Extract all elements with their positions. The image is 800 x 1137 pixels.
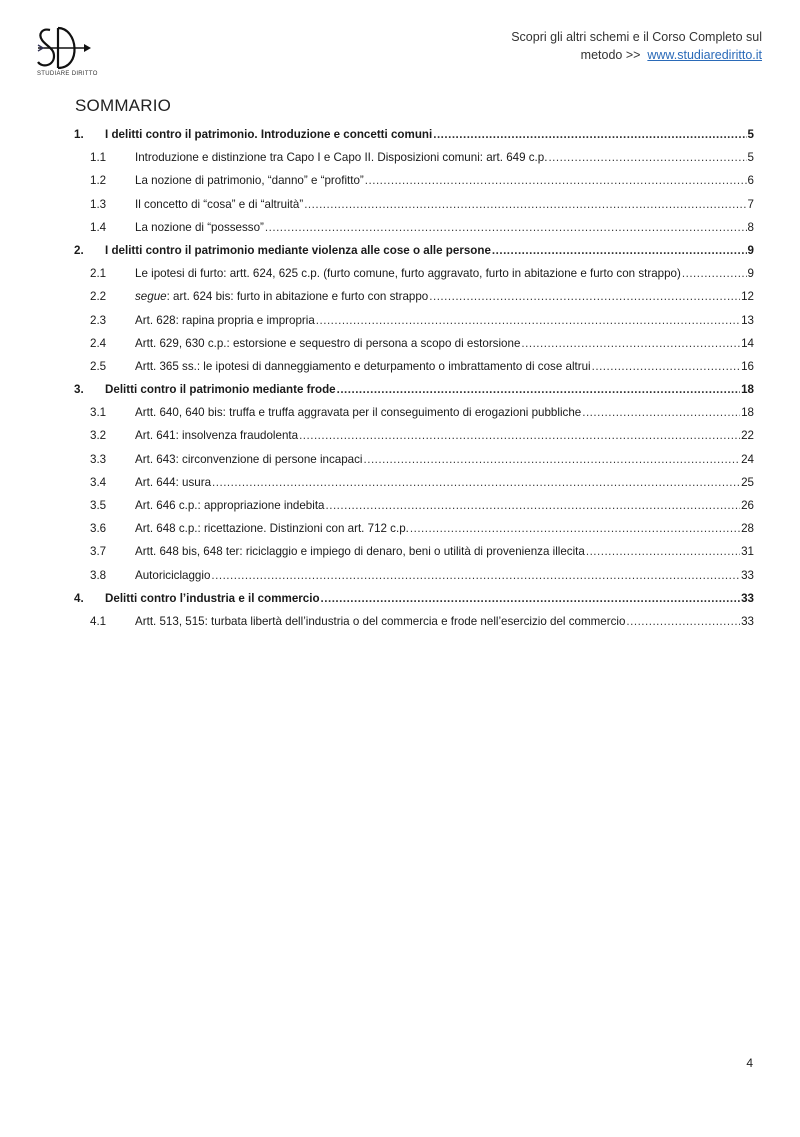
toc-entry-number: 4. (74, 591, 84, 605)
toc-entry-page: 16 (741, 359, 754, 373)
toc-entry-page: 9 (747, 243, 754, 257)
toc-entry-title: Art. 648 c.p.: ricettazione. Distinzioni con art. 712 c.p. (135, 522, 409, 536)
toc-entry-number: 3.3 (90, 452, 107, 466)
toc-entry-title: Delitti contro il patrimonio mediante frode (105, 383, 336, 397)
toc-section-entry[interactable] (74, 290, 754, 313)
toc-entry-number: 2.5 (90, 359, 107, 373)
toc-section-entry[interactable] (74, 499, 754, 522)
toc-section-entry[interactable] (74, 545, 754, 568)
toc-entry-title: Art. 628: rapina propria e impropria (135, 313, 315, 327)
toc-entry-number: 2.4 (90, 336, 107, 350)
promo-line-2 (511, 46, 762, 64)
toc-entry-title-italic: segue (135, 290, 167, 304)
promo-line-1: Scopri gli altri schemi e il Corso Completo sul (511, 30, 762, 44)
toc-entry-page: 18 (741, 383, 754, 397)
toc-entry-title: Autoriciclaggio (135, 568, 211, 582)
toc-section-entry[interactable] (74, 337, 754, 360)
dot-leader (321, 592, 741, 605)
dot-leader (337, 383, 740, 396)
toc-entry-number: 4.1 (90, 614, 107, 628)
toc-entry-page: 9 (747, 267, 754, 281)
toc-entry-number: 3.7 (90, 545, 107, 559)
dot-leader (304, 198, 746, 211)
toc-entry-title: Delitti contro l’industria e il commercio (105, 591, 320, 605)
toc-entry-number: 2. (74, 243, 84, 257)
toc-chapter-entry[interactable] (74, 244, 754, 267)
toc-chapter-entry[interactable] (74, 383, 754, 406)
toc-entry-number: 1.4 (90, 220, 107, 234)
toc-section-entry[interactable] (74, 174, 754, 197)
toc-entry-page: 28 (741, 522, 754, 536)
toc-entry-title: Art. 643: circonvenzione di persone incapaci (135, 452, 363, 466)
toc-entry-title: Artt. 640, 640 bis: truffa e truffa aggravata per il conseguimento di erogazioni pubbliche (135, 406, 582, 420)
toc-entry-title (135, 290, 428, 303)
sd-arrow-logo-icon (34, 24, 94, 74)
toc-section-entry[interactable] (74, 314, 754, 337)
toc-entry-number: 1.2 (90, 174, 107, 188)
toc-entry-title: Artt. 648 bis, 648 ter: riciclaggio e impiego di denaro, beni o utilità di provenienza illecita (135, 545, 585, 559)
dot-leader (592, 360, 740, 373)
dot-leader (626, 615, 740, 628)
toc-entry-page: 8 (747, 220, 754, 234)
toc-entry-title: Art. 646 c.p.: appropriazione indebita (135, 499, 325, 512)
toc-entry-number: 3.8 (90, 568, 107, 582)
toc-section-entry[interactable] (74, 267, 754, 290)
toc-entry-page: 26 (741, 499, 754, 512)
toc-section-entry[interactable] (74, 151, 754, 174)
toc-entry-page: 5 (747, 128, 754, 141)
toc-entry-title: Artt. 629, 630 c.p.: estorsione e sequestro di persona a scopo di estorsione (135, 336, 521, 350)
dot-leader (365, 174, 747, 187)
toc-section-entry[interactable] (74, 453, 754, 476)
toc-entry-number: 3.1 (90, 406, 107, 420)
toc-entry-number: 3.5 (90, 499, 107, 512)
dot-leader (586, 545, 740, 558)
dot-leader (299, 429, 740, 442)
dot-leader (364, 453, 741, 466)
toc-entry-page: 7 (747, 197, 754, 211)
toc-entry-page: 6 (747, 174, 754, 188)
toc-chapter-entry[interactable] (74, 592, 754, 615)
toc-entry-page: 31 (741, 545, 754, 559)
toc-entry-number: 3.6 (90, 522, 107, 536)
toc-entry-number: 1. (74, 128, 84, 141)
studiarediritto-link[interactable]: www.studiarediritto.it (647, 48, 762, 62)
promo-prefix: metodo >> (580, 48, 641, 62)
toc-entry-page: 12 (741, 290, 754, 304)
dot-leader (582, 406, 740, 419)
toc-entry-title: La nozione di patrimonio, “danno” e “profitto” (135, 174, 364, 188)
toc-entry-page: 5 (747, 151, 754, 165)
dot-leader (410, 522, 740, 535)
toc-entry-number: 1.1 (90, 151, 107, 165)
dot-leader (492, 244, 747, 257)
toc-entry-title: Art. 641: insolvenza fraudolenta (135, 429, 299, 443)
logo-caption: STUDIARE DIRITTO (37, 71, 98, 77)
toc-entry-page: 14 (741, 336, 754, 350)
toc-section-entry[interactable] (74, 429, 754, 452)
table-of-contents (74, 128, 754, 638)
toc-entry-title: Le ipotesi di furto: artt. 624, 625 c.p. (furto comune, furto aggravato, furto in abitazione e furto con strappo) (135, 267, 681, 281)
toc-entry-number: 3.4 (90, 475, 107, 489)
toc-entry-title: Introduzione e distinzione tra Capo I e Capo II. Disposizioni comuni: art. 649 c.p. (135, 151, 548, 165)
toc-entry-page: 25 (741, 475, 754, 489)
toc-section-entry[interactable] (74, 406, 754, 429)
dot-leader (265, 221, 747, 234)
toc-title: SOMMARIO (75, 96, 172, 115)
toc-entry-page: 33 (741, 591, 754, 605)
dot-leader (429, 290, 740, 303)
toc-entry-title: La nozione di “possesso” (135, 220, 264, 234)
toc-entry-number: 2.2 (90, 290, 107, 304)
page-number: 4 (746, 1056, 753, 1070)
dot-leader (212, 476, 740, 489)
toc-entry-title-rest: : art. 624 bis: furto in abitazione e furto con strappo (166, 290, 429, 304)
toc-section-entry[interactable] (74, 569, 754, 592)
toc-section-entry[interactable] (74, 360, 754, 383)
toc-section-entry[interactable] (74, 221, 754, 244)
toc-entry-page: 13 (741, 313, 754, 327)
toc-section-entry[interactable] (74, 615, 754, 638)
toc-entry-number: 2.1 (90, 267, 107, 281)
toc-entry-number: 3. (74, 383, 84, 397)
toc-entry-title: I delitti contro il patrimonio. Introduzione e concetti comuni (105, 128, 433, 141)
toc-entry-title: Art. 644: usura (135, 475, 212, 489)
toc-entry-page: 33 (741, 568, 754, 582)
dot-leader (211, 569, 740, 582)
header-promo (511, 28, 762, 64)
toc-entry-title: Artt. 513, 515: turbata libertà dell’industria o del commercia e frode nell’esercizio del commercio (135, 614, 626, 628)
toc-entry-number: 3.2 (90, 429, 107, 443)
dot-leader (548, 151, 746, 164)
dot-leader (521, 337, 740, 350)
toc-chapter-entry[interactable] (74, 128, 754, 151)
dot-leader (326, 499, 741, 512)
toc-section-entry[interactable] (74, 476, 754, 499)
toc-entry-page: 18 (741, 406, 754, 420)
dot-leader (433, 128, 746, 141)
toc-entry-page: 33 (741, 614, 754, 628)
toc-entry-title: I delitti contro il patrimonio mediante violenza alle cose o alle persone (105, 243, 491, 257)
toc-entry-page: 24 (741, 452, 754, 466)
toc-entry-number: 1.3 (90, 197, 107, 211)
toc-entry-title: Il concetto di “cosa” e di “altruità” (135, 197, 304, 211)
toc-section-entry[interactable] (74, 522, 754, 545)
dot-leader (316, 314, 740, 327)
toc-entry-page: 22 (741, 429, 754, 443)
toc-entry-number: 2.3 (90, 313, 107, 327)
toc-section-entry[interactable] (74, 198, 754, 221)
toc-entry-title: Artt. 365 ss.: le ipotesi di danneggiamento e deturpamento o imbrattamento di cose altrui (135, 359, 591, 373)
dot-leader (682, 267, 747, 280)
